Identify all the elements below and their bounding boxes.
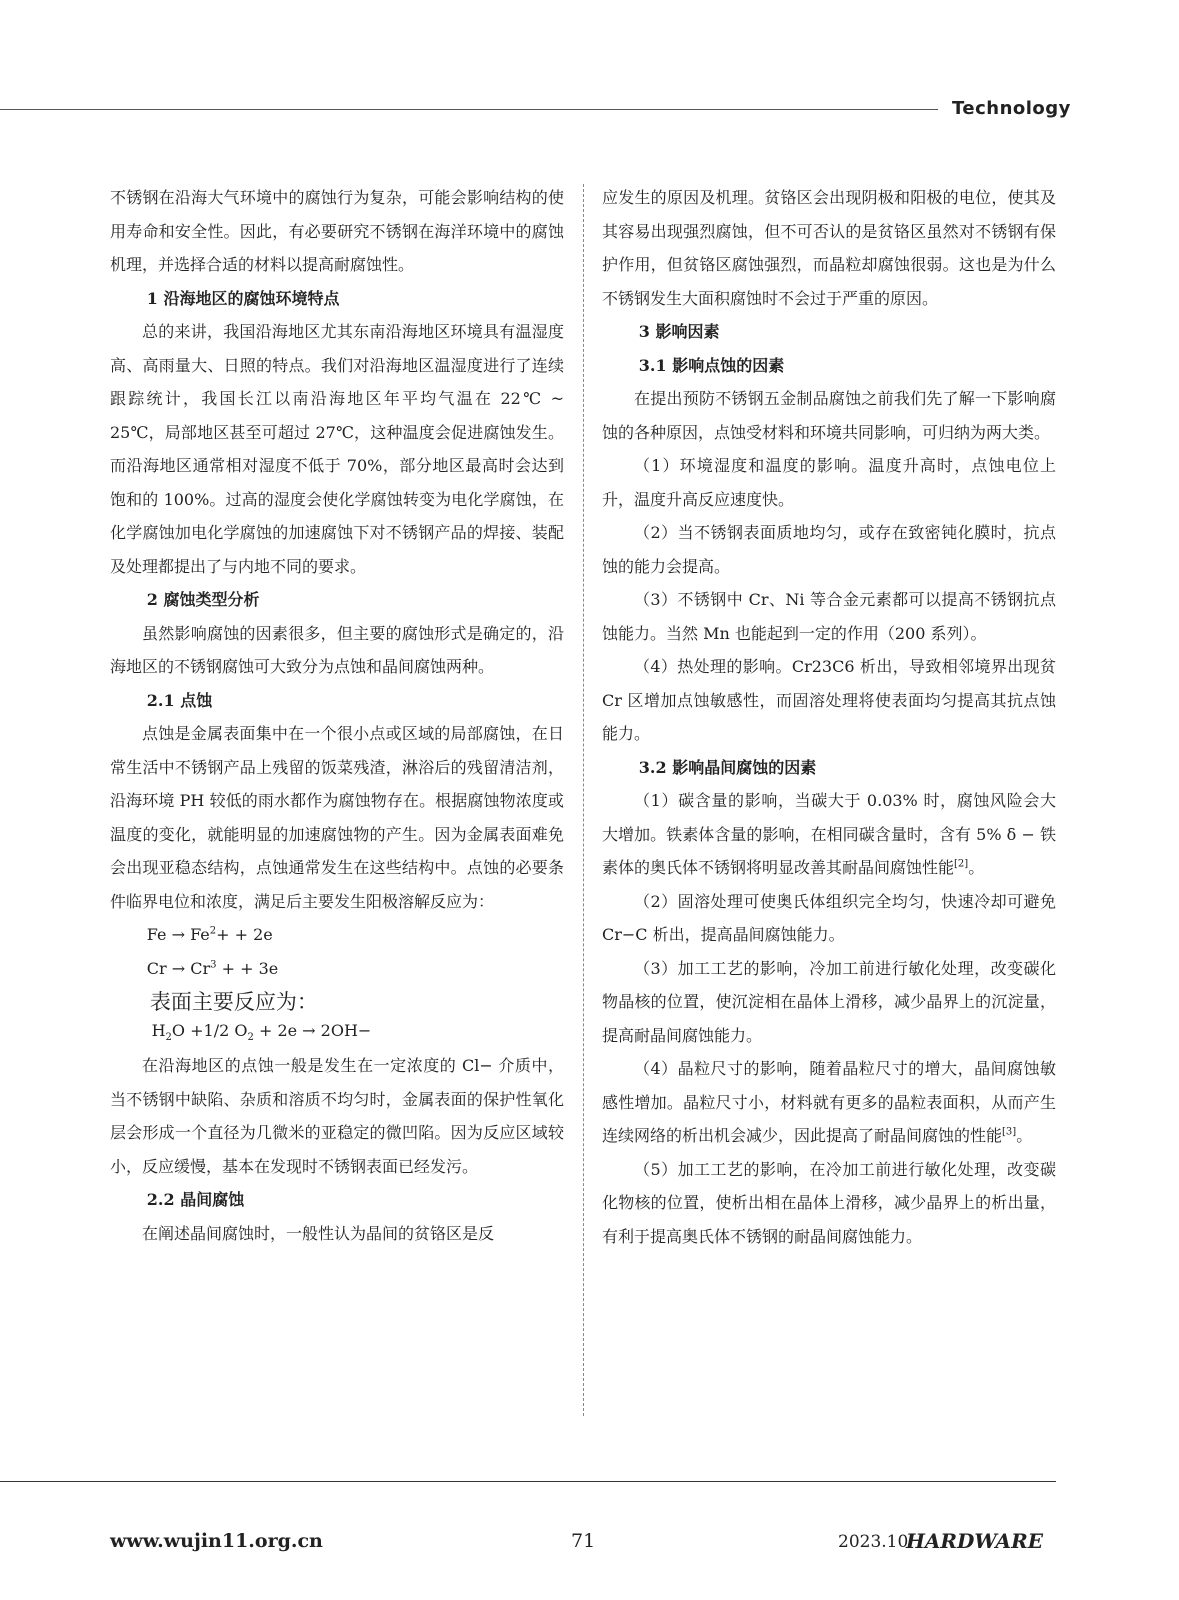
header-section-label: Technology: [952, 98, 1071, 119]
equation-fe: $Fe \to Fe^2+ + 2e$: [146, 925, 273, 944]
citation-ref: [3]: [1002, 1126, 1017, 1138]
paragraph: （2）固溶处理可使奥氏体组织完全均匀，快速冷却可避免 Cr−C 析出，提高晶间腐蚀能力。: [602, 891, 1056, 944]
subsection-heading: 3.1 影响点蚀的因素: [638, 355, 785, 375]
paragraph: 不锈钢在沿海大气环境中的腐蚀行为复杂，可能会影响结构的使用寿命和安全性。因此，有必要研究不锈钢在海洋环境中的腐蚀机理，并选择合适的材料以提高耐腐蚀性。: [110, 188, 564, 274]
journal-brand: HARDWARE: [906, 1529, 1043, 1553]
left-column: [110, 181, 564, 1250]
section-heading: 3 影响因素: [638, 322, 720, 341]
section-heading: 2 腐蚀类型分析: [146, 590, 260, 609]
page-number: 71: [571, 1530, 596, 1552]
paragraph: （1）环境湿度和温度的影响。温度升高时，点蚀电位上升，温度升高反应速度快。: [602, 456, 1056, 509]
paragraph: （4）热处理的影响。Cr23C6 析出，导致相邻境界出现贫 Cr 区增加点蚀敏感性，而固溶处理将使表面均匀提高其抗点蚀能力。: [602, 657, 1056, 743]
footer-rule: [0, 1481, 1056, 1482]
column-divider: [583, 184, 584, 1416]
issue-date: 2023.10: [838, 1532, 909, 1552]
paragraph: 点蚀是金属表面集中在一个很小点或区域的局部腐蚀，在日常生活中不锈钢产品上残留的饭菜残渣，淋浴后的残留清洁剂，沿海环境 PH 较低的雨水都作为腐蚀物存在。根据腐蚀物浓度或温度的变化，就能明显的加速腐蚀物的产生。因为金属表面难免会出现亚稳态结构，点蚀通常发生在这些结构中。点蚀的必要条件临界电位和浓度，满足后主要发生阳极溶解反应为：: [110, 724, 564, 911]
paragraph: （3）加工工艺的影响，冷加工前进行敏化处理，改变碳化物晶核的位置，使沉淀相在晶体上滑移，减少晶界上的沉淀量，提高耐晶间腐蚀能力。: [602, 958, 1056, 1045]
paragraph: （5）加工工艺的影响，在冷加工前进行敏化处理，改变碳化物核的位置，使析出相在晶体上滑移，减少晶界上的析出量，有利于提高奥氏体不锈钢的耐晶间腐蚀能力。: [602, 1159, 1056, 1246]
surface-reaction-label: 表面主要反应为：: [149, 990, 318, 1014]
equation-cr: $Cr \to Cr^3$ + + 3e: [146, 958, 279, 978]
paragraph: 在阐述晶间腐蚀时，一般性认为晶间的贫铬区是反: [142, 1223, 495, 1243]
right-column: [602, 181, 1056, 1253]
subsection-heading: 2.1 点蚀: [146, 690, 213, 710]
subsection-heading: 3.2 影响晶间腐蚀的因素: [638, 757, 817, 777]
paragraph: 在沿海地区的点蚀一般是发生在一定浓度的 Cl− 介质中，当不锈钢中缺陷、杂质和溶质不均匀时，金属表面的保护性氧化层会形成一个直径为几微米的亚稳定的微凹陷。因为反应区域较小，反应缓慢，基本在发现时不锈钢表面已经发污。: [110, 1056, 564, 1176]
footer-website-url: www.wujin11.org.cn: [110, 1530, 323, 1552]
paragraph: 在提出预防不锈钢五金制品腐蚀之前我们先了解一下影响腐蚀的各种原因，点蚀受材料和环境共同影响，可归纳为两大类。: [602, 389, 1056, 442]
header-rule: [0, 109, 938, 110]
equation-surface: $H_2O +1/2$ $O_2 + 2e \to 2OH-$: [151, 1021, 372, 1044]
paragraph: 总的来讲，我国沿海地区尤其东南沿海地区环境具有温湿度高、高雨量大、日照的特点。我们对沿海地区温湿度进行了连续跟踪统计，我国长江以南沿海地区年平均气温在 22℃ ~ 25℃，局部地区甚至可超过 27℃，这种温度会促进腐蚀发生。而沿海地区通常相对湿度不低于 70%，部分地区最高时会达到饱和的 100%。过高的湿度会使化学腐蚀转变为电化学腐蚀，在化学腐蚀加电化学腐蚀的加速腐蚀下对不锈钢产品的焊接、装配及处理都提出了与内地不同的要求。: [110, 322, 564, 576]
paragraph: （2）当不锈钢表面质地均匀，或存在致密钝化膜时，抗点蚀的能力会提高。: [602, 523, 1056, 576]
citation-ref: [2]: [954, 858, 969, 870]
subsection-heading: 2.2 晶间腐蚀: [146, 1190, 245, 1209]
paragraph: （4）晶粒尺寸的影响，随着晶粒尺寸的增大，晶间腐蚀敏感性增加。晶粒尺寸小，材料就有更多的晶粒表面积，从而产生连续网络的析出机会减少，因此提高了耐晶间腐蚀的性能[3]。: [602, 1059, 1056, 1145]
paragraph: 虽然影响腐蚀的因素很多，但主要的腐蚀形式是确定的，沿海地区的不锈钢腐蚀可大致分为点蚀和晶间腐蚀两种。: [110, 623, 564, 676]
paragraph: （1）碳含量的影响，当碳大于 0.03% 时，腐蚀风险会大大增加。铁素体含量的影响，在相同碳含量时，含有 5% δ − 铁素体的奥氏体不锈钢将明显改善其耐晶间腐蚀性能[2]。: [602, 791, 1056, 877]
paragraph: （3）不锈钢中 Cr、Ni 等合金元素都可以提高不锈钢抗点蚀能力。当然 Mn 也能起到一定的作用（200 系列）。: [602, 590, 1056, 643]
section-heading: 1 沿海地区的腐蚀环境特点: [146, 288, 340, 308]
paragraph: 应发生的原因及机理。贫铬区会出现阴极和阳极的电位，使其及其容易出现强烈腐蚀，但不可否认的是贫铬区虽然对不锈钢有保护作用，但贫铬区腐蚀强烈，而晶粒却腐蚀很弱。这也是为什么不锈钢发生大面积腐蚀时不会过于严重的原因。: [602, 188, 1056, 308]
